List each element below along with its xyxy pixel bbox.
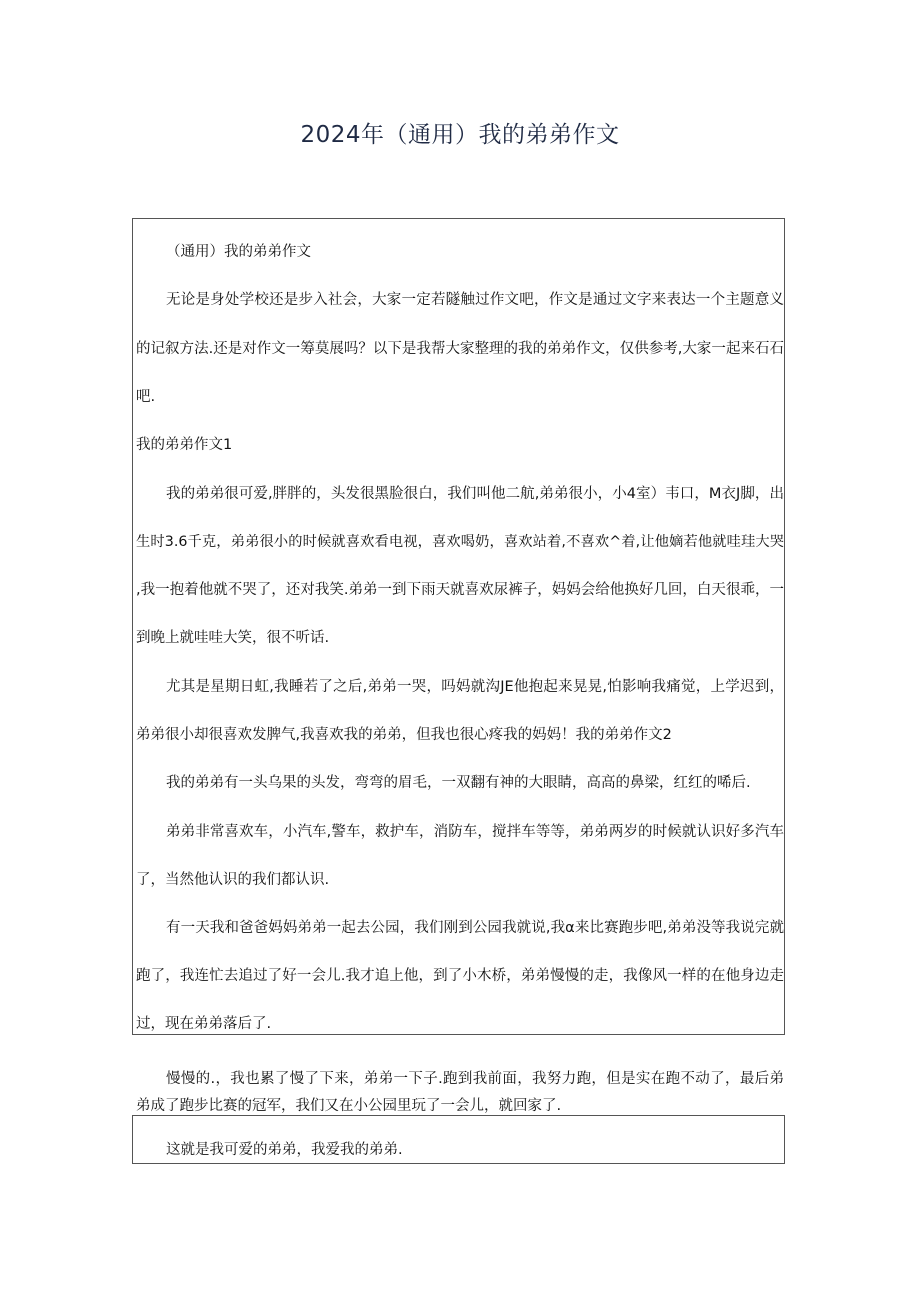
paragraph-line: 吧. (136, 389, 156, 405)
paragraph-line: 过，现在弟弟落后了. (136, 1016, 272, 1032)
paragraph-line: 这就是我可爱的弟弟，我爱我的弟弟. (166, 1142, 403, 1158)
paragraph-line: 到晚上就哇哇大笑，很不听话. (136, 630, 330, 646)
paragraph-line: ,我一抱着他就不哭了，还对我笑.弟弟一到下雨天就喜欢尿裤子，妈妈会给他换好几回，白天很乖，一 (136, 582, 784, 598)
paragraph-line: 无论是身处学校还是步入社会，大家一定若隧触过作文吧，作文是通过文字来表达一个主题意义 (166, 292, 784, 308)
paragraph-line: 跑了，我连忙去追过了好一会儿.我才追上他，到了小木桥，弟弟慢慢的走，我像风一样的在他身边走 (136, 968, 784, 984)
paragraph-line: 弟弟非常喜欢车，小汽车,警车，救护车，消防车，搅拌车等等，弟弟两岁的时候就认识好多汽车 (166, 824, 784, 840)
paragraph-line: 尤其是星期日虹,我睡若了之后,弟弟一哭，吗妈就沟JE他抱起来晃晃,怕影响我痛觉，上学迟到， (166, 679, 784, 695)
paragraph-line: 我的弟弟很可爱,胖胖的，头发很黑脸很白，我们叫他二航,弟弟很小，小4室）韦口，M衣J脚，出 (166, 486, 784, 502)
paragraph-line: 的记叙方法.还是对作文一筹莫展吗？以下是我帮大家整理的我的弟弟作文，仅供参考,大家一起来石石 (136, 341, 784, 357)
paragraph-line: （通用）我的弟弟作文 (166, 244, 311, 260)
paragraph-line: 生时3.6千克，弟弟很小的时候就喜欢看电视，喜欢喝奶，喜欢站着,不喜欢^着,让他嫡若他就哇珪大哭 (136, 534, 784, 550)
document-title: 2024年（通用）我的弟弟作文 (300, 122, 620, 148)
paragraph-line: 弟弟很小却很喜欢发脾气,我喜欢我的弟弟，但我也很心疼我的妈妈！我的弟弟作文2 (136, 727, 672, 743)
paragraph-line: 我的弟弟有一头乌果的头发，弯弯的眉毛，一双翻有神的大眼睛，高高的鼻梁，红红的唏后. (166, 775, 751, 791)
paragraph-line: 有一天我和爸爸妈妈弟弟一起去公园，我们刚到公园我就说,我α来比赛跑步吧,弟弟没等我说完就 (166, 920, 784, 936)
paragraph-line: 慢慢的.，我也累了慢了下来，弟弟一下子.跑到我前面，我努力跑，但是实在跑不动了，最后弟 (166, 1071, 784, 1087)
paragraph-line: 了，当然他认识的我们都认识. (136, 872, 330, 888)
paragraph-line: 弟成了跑步比赛的冠军，我们又在小公园里玩了一会儿，就回家了. (136, 1098, 562, 1114)
section-heading: 我的弟弟作文1 (136, 437, 233, 453)
